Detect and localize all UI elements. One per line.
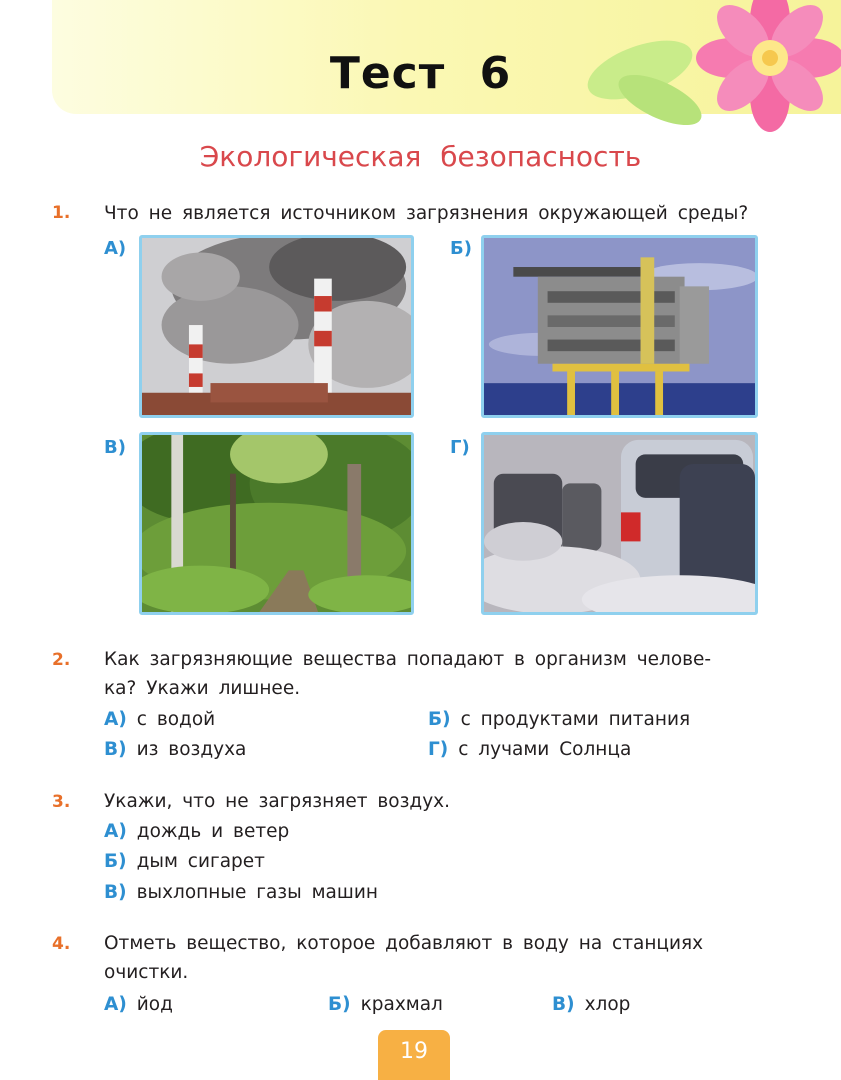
question-2-option-a[interactable] <box>104 704 215 735</box>
question-2-option-b[interactable] <box>428 704 690 735</box>
car-exhaust-photo[interactable] <box>481 432 758 615</box>
question-1-text: Что не является источником загрязнения окружающей среды? <box>104 203 749 224</box>
factory-smoke-photo[interactable] <box>139 235 414 418</box>
question-1-option-b-label[interactable]: Б) <box>450 238 472 259</box>
question-2-number: 2. <box>52 650 71 670</box>
question-3-option-a[interactable] <box>104 816 289 847</box>
option-letter: А) <box>104 821 127 842</box>
question-4-number: 4. <box>52 934 71 954</box>
option-text: с лучами Солнца <box>458 739 632 760</box>
option-text: крахмал <box>360 994 443 1015</box>
forest-photo[interactable] <box>139 432 414 615</box>
page-subtitle: Экологическая безопасность <box>199 140 642 173</box>
option-letter: В) <box>104 739 127 760</box>
oil-platform-photo[interactable] <box>481 235 758 418</box>
option-letter: Б) <box>428 709 451 730</box>
option-text: дождь и ветер <box>136 821 290 842</box>
question-2-option-d[interactable] <box>428 734 631 765</box>
question-2-option-c[interactable] <box>104 734 246 765</box>
option-letter: Б) <box>328 994 351 1015</box>
question-4-text-line1: Отметь вещество, которое добавляют в воду на станциях <box>104 933 704 954</box>
option-text: из воздуха <box>136 739 247 760</box>
option-letter: А) <box>104 709 127 730</box>
question-1-option-d-label[interactable]: Г) <box>450 437 470 458</box>
option-letter: Б) <box>104 851 127 872</box>
option-text: йод <box>136 994 173 1015</box>
question-4-option-c[interactable] <box>552 989 630 1020</box>
option-letter: А) <box>104 994 127 1015</box>
page-title: Тест 6 <box>329 48 512 99</box>
option-text: дым сигарет <box>136 851 265 872</box>
question-3-text: Укажи, что не загрязняет воздух. <box>104 791 450 812</box>
question-2-text-line2: ка? Укажи лишнее. <box>104 678 301 699</box>
option-text: с продуктами питания <box>460 709 691 730</box>
option-letter: В) <box>552 994 575 1015</box>
question-1-option-c-label[interactable]: В) <box>104 437 126 458</box>
question-4-text-line2: очистки. <box>104 962 189 983</box>
question-3-number: 3. <box>52 792 71 812</box>
question-3-option-c[interactable] <box>104 877 378 908</box>
question-3-option-b[interactable] <box>104 846 265 877</box>
option-letter: В) <box>104 882 127 903</box>
page-number: 19 <box>378 1030 450 1080</box>
question-4-option-a[interactable] <box>104 989 173 1020</box>
option-text: с водой <box>136 709 216 730</box>
question-2-text-line1: Как загрязняющие вещества попадают в организм челове- <box>104 649 712 670</box>
question-1-option-a-label[interactable]: А) <box>104 238 127 259</box>
option-letter: Г) <box>428 739 449 760</box>
option-text: выхлопные газы машин <box>136 882 378 903</box>
question-4-option-b[interactable] <box>328 989 443 1020</box>
question-1-number: 1. <box>52 203 71 223</box>
option-text: хлор <box>584 994 631 1015</box>
